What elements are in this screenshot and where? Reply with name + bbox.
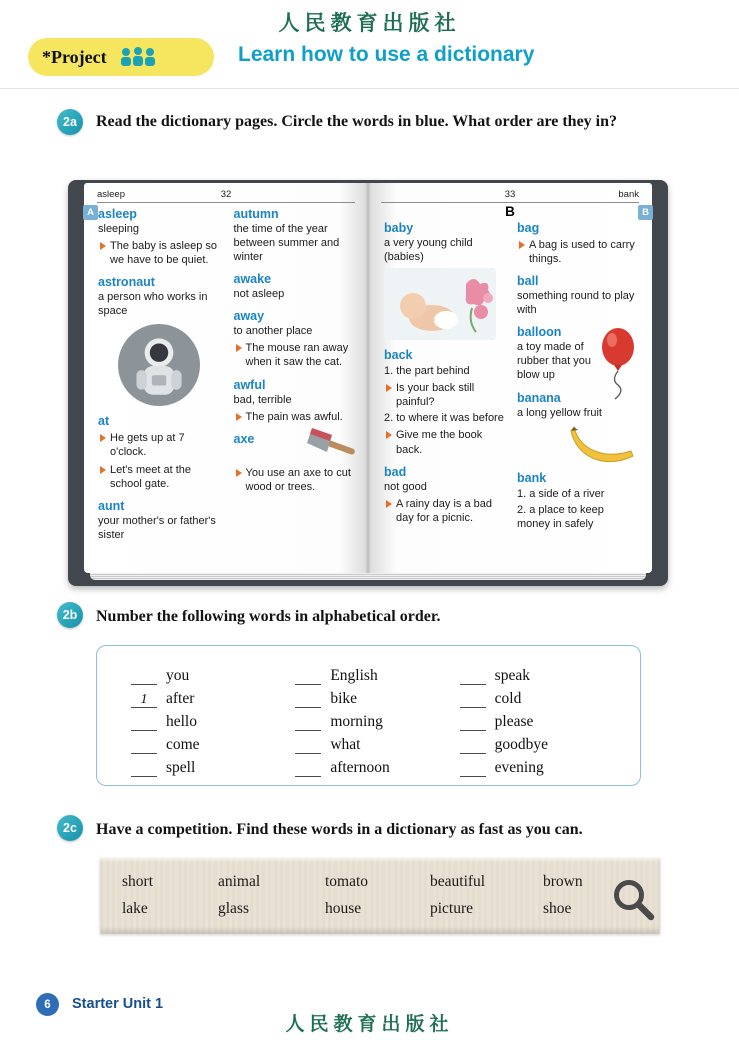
answer-blank (131, 668, 157, 685)
dictionary-left-page (84, 183, 368, 573)
word-item-spell (131, 754, 295, 777)
example: Is your back still painful? (384, 381, 504, 409)
header-divider (0, 88, 739, 89)
entry-ball (517, 274, 637, 317)
headword: baby (384, 221, 414, 235)
definition: a very young child (babies) (384, 237, 473, 264)
competition-word-beautiful: beautiful (430, 873, 486, 890)
word-item-bike (295, 685, 459, 708)
headword: bank (517, 470, 547, 485)
competition-word-short: short (122, 873, 153, 890)
word-item-after (131, 685, 295, 708)
word-item-afternoon (295, 754, 459, 777)
competition-word-brown: brown (543, 873, 583, 890)
entry-autumn (234, 207, 357, 264)
competition-word-animal: animal (218, 873, 261, 890)
publisher-calligraphy-bottom: 人民教育出版社 (285, 1013, 454, 1035)
headword: astronaut (98, 275, 155, 290)
page-number-badge: 6 (36, 993, 59, 1016)
definition: bad, terrible (233, 393, 292, 406)
competition-word-tomato: tomato (325, 873, 369, 890)
definition: a toy made of rubber that you blow up (517, 341, 591, 382)
sense: 1. a side of a river (517, 487, 605, 500)
competition-word-shoe: shoe (543, 900, 572, 917)
instruction-2b: Number the following words in alphabetical order. (96, 608, 441, 625)
word-label: goodbye (494, 736, 549, 753)
entry-banana (517, 391, 637, 463)
banana-image (569, 423, 637, 463)
dictionary-book (68, 180, 668, 586)
word-item-hello (131, 708, 295, 731)
project-label: *Project (42, 46, 107, 67)
answer-blank (131, 737, 157, 754)
definition: not good (384, 480, 427, 493)
word-item-speak (460, 662, 624, 685)
example: The baby is asleep so we have to be quiet. (98, 239, 221, 267)
alphabetical-order-box (96, 645, 641, 786)
answer-blank (295, 668, 321, 685)
example: The mouse ran away when it saw the cat. (234, 341, 357, 369)
word-item-english (295, 662, 459, 685)
definition: to another place (233, 325, 313, 338)
headword: away (233, 309, 265, 324)
example: The pain was awful. (234, 410, 357, 424)
dictionary-pages (84, 183, 652, 573)
word-label: hello (166, 713, 197, 730)
answer-blank (460, 760, 486, 777)
definition: sleeping (98, 223, 139, 235)
headword: ball (517, 274, 539, 289)
entry-axe (234, 432, 357, 494)
left-column-1 (98, 207, 221, 567)
entry-away (234, 309, 357, 369)
example-arrow-icon (100, 466, 106, 474)
axe-image (302, 424, 360, 468)
baby-photo (384, 268, 496, 340)
word-label: speak (494, 667, 530, 684)
entry-asleep (98, 207, 221, 267)
headword: aunt (98, 498, 125, 513)
magnifier-icon (610, 876, 656, 922)
definition: a long yellow fruit (517, 406, 602, 419)
word-item-what (295, 731, 459, 754)
word-label: English (330, 667, 378, 684)
answer-blank (295, 760, 321, 777)
entry-bag (517, 221, 637, 266)
headword: awful (233, 377, 266, 392)
word-item-evening (460, 754, 624, 777)
answer-blank (460, 668, 486, 685)
right-page-header (381, 190, 639, 203)
right-column-1 (384, 221, 504, 567)
word-item-come (131, 731, 295, 754)
example: A rainy day is a bad day for a picnic. (384, 497, 504, 525)
people-icon (117, 45, 159, 69)
answer-blank (460, 737, 486, 754)
entry-bank (517, 471, 637, 531)
headword: banana (517, 390, 561, 405)
example-arrow-icon (100, 434, 106, 442)
answer-blank (131, 760, 157, 777)
instruction-2a: Read the dictionary pages. Circle the words in blue. What order are they in? (96, 113, 618, 130)
answer-blank (295, 691, 321, 708)
instruction-2c: Have a competition. Find these words in a dictionary as fast as you can. (96, 821, 583, 838)
headword: bad (384, 464, 407, 479)
letter-tab-a: A (83, 205, 98, 220)
word-label: please (494, 713, 534, 730)
word-label: spell (166, 759, 196, 776)
entry-balloon (517, 325, 637, 382)
word-label: after (166, 690, 195, 707)
definition: a person who works in space (98, 291, 208, 318)
page-title: Learn how to use a dictionary (238, 43, 535, 66)
example: He gets up at 7 o'clock. (98, 431, 221, 459)
page-number-33: 33 (504, 189, 516, 200)
section-badge-2a: 2a (57, 109, 83, 135)
letter-tab-b: B (638, 205, 653, 220)
example-arrow-icon (386, 500, 392, 508)
example-arrow-icon (236, 469, 242, 477)
word-label: afternoon (330, 759, 390, 776)
unit-label: Starter Unit 1 (72, 996, 164, 1012)
entry-bad (384, 465, 504, 525)
definition: your mother's or father's sister (98, 514, 216, 541)
headword: autumn (233, 207, 279, 221)
example: Give me the book back. (384, 428, 504, 456)
sense: 2. to where it was before (384, 412, 504, 425)
guide-word-left: asleep (97, 189, 125, 200)
section-badge-2b: 2b (57, 602, 83, 628)
entry-back (384, 348, 504, 456)
competition-words (122, 873, 623, 918)
example-arrow-icon (236, 344, 242, 352)
competition-word-lake: lake (122, 900, 148, 917)
competition-word-glass: glass (218, 900, 249, 917)
definition: the time of the year between summer and winter (233, 223, 340, 264)
answer-blank (460, 714, 486, 731)
example-arrow-icon (236, 413, 242, 421)
sense: 2. a place to keep money in safely (517, 503, 604, 530)
example: You use an axe to cut wood or trees. (234, 466, 357, 494)
headword: asleep (98, 207, 137, 221)
dictionary-right-page (368, 183, 652, 573)
word-label: cold (494, 690, 522, 707)
example-arrow-icon (519, 241, 525, 249)
headword: back (384, 348, 413, 363)
competition-word-strip (100, 858, 660, 934)
word-label: come (166, 736, 200, 753)
answer-blank (131, 714, 157, 731)
word-label: bike (330, 690, 358, 707)
example-arrow-icon (386, 431, 392, 439)
word-label: evening (494, 759, 544, 776)
entry-aunt (98, 499, 221, 542)
answer-blank (295, 714, 321, 731)
answer-blank (295, 737, 321, 754)
headword: at (98, 414, 110, 429)
entry-astronaut (98, 275, 221, 406)
example: Let's meet at the school gate. (98, 463, 221, 491)
letter-heading-b: B (505, 204, 515, 219)
word-label: you (166, 667, 190, 684)
section-badge-2c: 2c (57, 815, 83, 841)
word-label: morning (330, 713, 383, 730)
word-grid (131, 662, 624, 777)
answer-blank (460, 691, 486, 708)
word-item-goodbye (460, 731, 624, 754)
answer-blank: 1 (131, 691, 157, 708)
left-column-2 (234, 207, 357, 567)
sense: 1. the part behind (384, 365, 470, 378)
publisher-calligraphy-top: 人民教育出版社 (278, 11, 461, 35)
headword: bag (517, 221, 540, 235)
word-item-morning (295, 708, 459, 731)
guide-word-right: bank (618, 189, 639, 200)
headword: awake (233, 272, 272, 287)
headword: axe (233, 431, 255, 446)
entry-awake (234, 272, 357, 301)
left-page-header (97, 190, 355, 203)
example-arrow-icon (100, 242, 106, 250)
astronaut-photo (118, 324, 200, 406)
definition: something round to play with (517, 290, 635, 317)
headword: balloon (517, 325, 562, 340)
entry-baby (384, 221, 504, 340)
right-column-2 (517, 221, 637, 567)
competition-word-house: house (325, 900, 362, 917)
word-item-please (460, 708, 624, 731)
entry-at (98, 414, 221, 490)
page-number-32: 32 (220, 189, 232, 200)
project-badge (28, 38, 214, 76)
definition: not asleep (233, 288, 285, 301)
example: A bag is used to carry things. (517, 238, 637, 266)
example-arrow-icon (386, 384, 392, 392)
word-item-cold (460, 685, 624, 708)
entry-awful (234, 378, 357, 424)
competition-word-picture: picture (430, 900, 474, 917)
word-label: what (330, 736, 361, 753)
word-item-you (131, 662, 295, 685)
